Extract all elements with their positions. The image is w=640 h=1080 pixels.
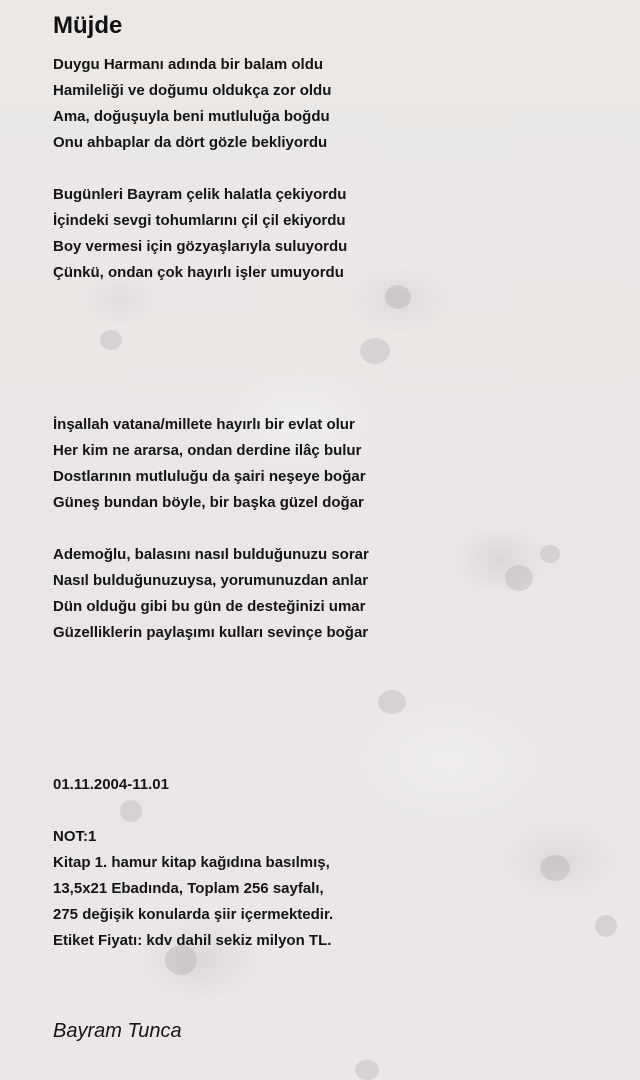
ink-blot-decoration (378, 690, 406, 714)
ink-blot-decoration (505, 565, 533, 591)
note-line: Kitap 1. hamur kitap kağıdına basılmış, (53, 854, 330, 871)
poem-line: Hamileliği ve doğumu oldukça zor oldu (53, 82, 332, 99)
ink-blot-decoration (595, 915, 617, 937)
poem-line: Güzelliklerin paylaşımı kulları sevinçe boğar (53, 624, 369, 641)
ink-blot-decoration (100, 330, 122, 350)
poem-line: Dostlarının mutluluğu da şairi neşeye boğar (53, 468, 366, 485)
ink-blot-decoration (540, 855, 570, 881)
poem-line: Her kim ne ararsa, ondan derdine ilâç bulur (53, 442, 362, 459)
poem-line: Nasıl bulduğunuzuysa, yorumunuzdan anlar (53, 572, 369, 589)
poem-line: Boy vermesi için gözyaşlarıyla suluyordu (53, 238, 348, 255)
poem-line: Güneş bundan böyle, bir başka güzel doğar (53, 494, 364, 511)
poem-date: 01.11.2004-11.01 (53, 776, 169, 793)
ink-blot-decoration (360, 338, 390, 364)
poem-line: Dün olduğu gibi bu gün de desteğinizi umar (53, 598, 366, 615)
poem-line: İçindeki sevgi tohumlarını çil çil ekiyordu (53, 212, 346, 229)
poem-author[interactable]: Bayram Tunca (53, 1020, 182, 1042)
note-line: 13,5x21 Ebadında, Toplam 256 sayfalı, (53, 880, 324, 897)
poem-line: Ademoğlu, balasını nasıl bulduğunuzu sorar (53, 546, 369, 563)
note-line: Etiket Fiyatı: kdv dahil sekiz milyon TL. (53, 932, 332, 949)
poem-line: Onu ahbaplar da dört gözle bekliyordu (53, 134, 328, 151)
ink-blot-decoration (540, 545, 560, 563)
ink-blot-decoration (385, 285, 411, 309)
ink-blot-decoration (355, 1060, 379, 1080)
ink-blot-decoration (120, 800, 142, 822)
poem-line: Duygu Harmanı adında bir balam oldu (53, 56, 324, 73)
poem-line: İnşallah vatana/millete hayırlı bir evlat olur (53, 416, 355, 433)
note-line: 275 değişik konularda şiir içermektedir. (53, 906, 334, 923)
poem-line: Bugünleri Bayram çelik halatla çekiyordu (53, 186, 347, 203)
poem-line: Ama, doğuşuyla beni mutluluğa boğdu (53, 108, 330, 125)
ink-blot-decoration (165, 945, 197, 975)
poem-line: Çünkü, ondan çok hayırlı işler umuyordu (53, 264, 344, 281)
poem-title: Müjde (53, 12, 123, 39)
note-heading: NOT:1 (53, 828, 97, 845)
